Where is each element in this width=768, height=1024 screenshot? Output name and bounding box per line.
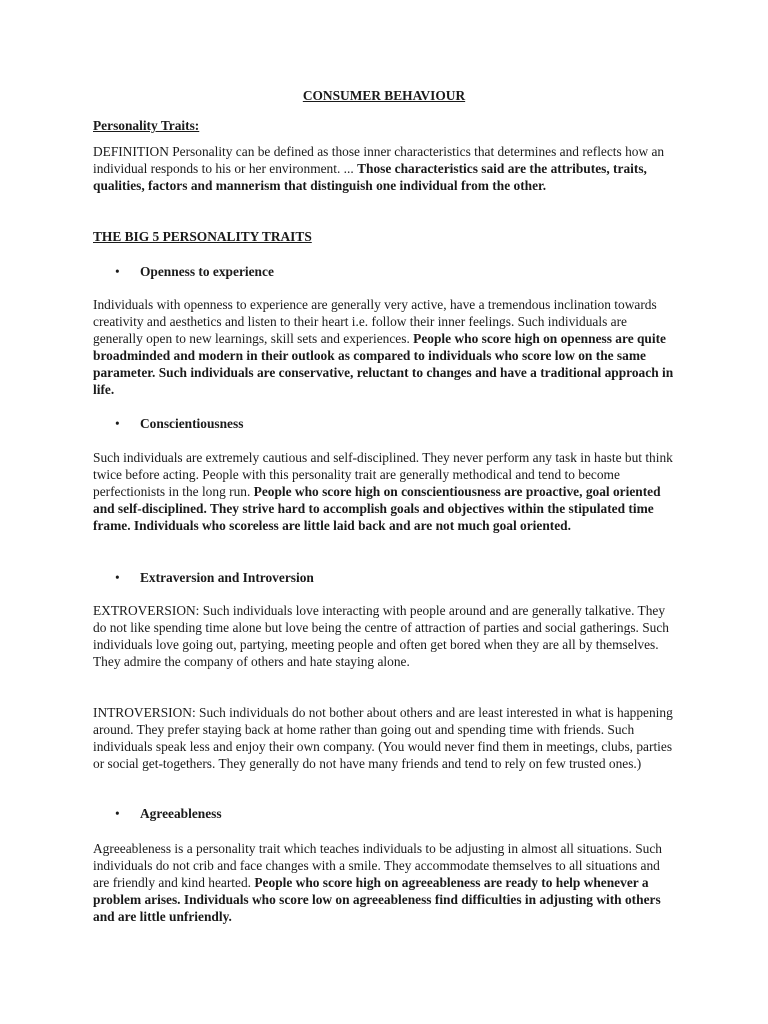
- bullet-dot: •: [115, 264, 120, 279]
- bullet-conscientiousness: [115, 415, 635, 432]
- agreeableness-heading: Agreeableness: [140, 806, 222, 821]
- document-title: CONSUMER BEHAVIOUR: [302, 88, 466, 103]
- extroversion-paragraph: EXTROVERSION: Such individuals love interacting with people around and are generally talkative. They do not like spending time alone but love being the centre of attraction of parties and social gatherings. Such individuals love going out, partying, meeting people and often get bored when they are all by themselves. They admire the company of others and hate staying alone.: [93, 603, 670, 669]
- big5-heading: THE BIG 5 PERSONALITY TRAITS: [93, 229, 312, 244]
- bullet-agreeableness: [115, 805, 635, 822]
- personality-traits-heading: Personality Traits:: [93, 118, 200, 133]
- definition-text: DEFINITION Personality can be defined as those inner characteristics that determines and reflects how an individual responds to his or her environment. ...: [93, 144, 665, 176]
- openness-heading: Openness to experience: [140, 264, 274, 279]
- introversion-paragraph: INTROVERSION: Such individuals do not bother about others and are least interested in what is happening around. They prefer staying back at home rather than going out and spending time with friends. Such individuals speak less and enjoy their own company. (You would never find them in meetings, clubs, parties or social get-togethers. They generally do not have many friends and tend to rely on few trusted ones.): [93, 705, 673, 771]
- openness-text: Individuals with openness to experience are generally very active, have a tremendous inclination towards creativity and aesthetics and listen to their heart i.e. follow their inner feelings. Such individuals are generally open to new learnings, skill sets and experiences.: [93, 297, 657, 346]
- agreeableness-paragraph: [93, 840, 676, 925]
- bullet-dot: •: [115, 416, 120, 431]
- bullet-dot: •: [115, 806, 120, 821]
- conscientiousness-bold-text: People who score high on conscientiousness are proactive, goal oriented and self-disciplined. They strive hard to accomplish goals and objectives within the stipulated time frame. Individuals who scoreless are little laid back and are not much goal oriented.: [93, 484, 661, 533]
- bullet-dot: •: [115, 570, 120, 585]
- bullet-extraversion: [115, 569, 635, 586]
- openness-paragraph: [93, 296, 676, 398]
- bullet-openness: [115, 263, 635, 280]
- openness-bold-text: People who score high on openness are quite broadminded and modern in their outlook as compared to individuals who score low on the same parameter. Such individuals are conservative, reluctant to changes and have a traditional approach in life.: [93, 331, 674, 397]
- extraversion-heading: Extraversion and Introversion: [140, 570, 314, 585]
- agreeableness-text: Agreeableness is a personality trait which teaches individuals to be adjusting in almost all situations. Such individuals do not crib and face changes with a smile. They accommodate themselves to all situations and are friendly and kind hearted.: [93, 841, 662, 890]
- agreeableness-bold-text: People who score high on agreeableness are ready to help whenever a problem arises. Individuals who score low on agreeableness find difficulties in adjusting with others and are little unfriendly.: [93, 875, 661, 924]
- definition-paragraph: [93, 143, 676, 194]
- conscientiousness-paragraph: [93, 449, 676, 534]
- conscientiousness-heading: Conscientiousness: [140, 416, 244, 431]
- conscientiousness-text: Such individuals are extremely cautious and self-disciplined. They never perform any task in haste but think twice before acting. People with this personality trait are generally methodical and tend to become perfectionists in the long run.: [93, 450, 673, 499]
- definition-bold-text: Those characteristics said are the attributes, traits, qualities, factors and mannerism that distinguish one individual from the other.: [93, 161, 647, 193]
